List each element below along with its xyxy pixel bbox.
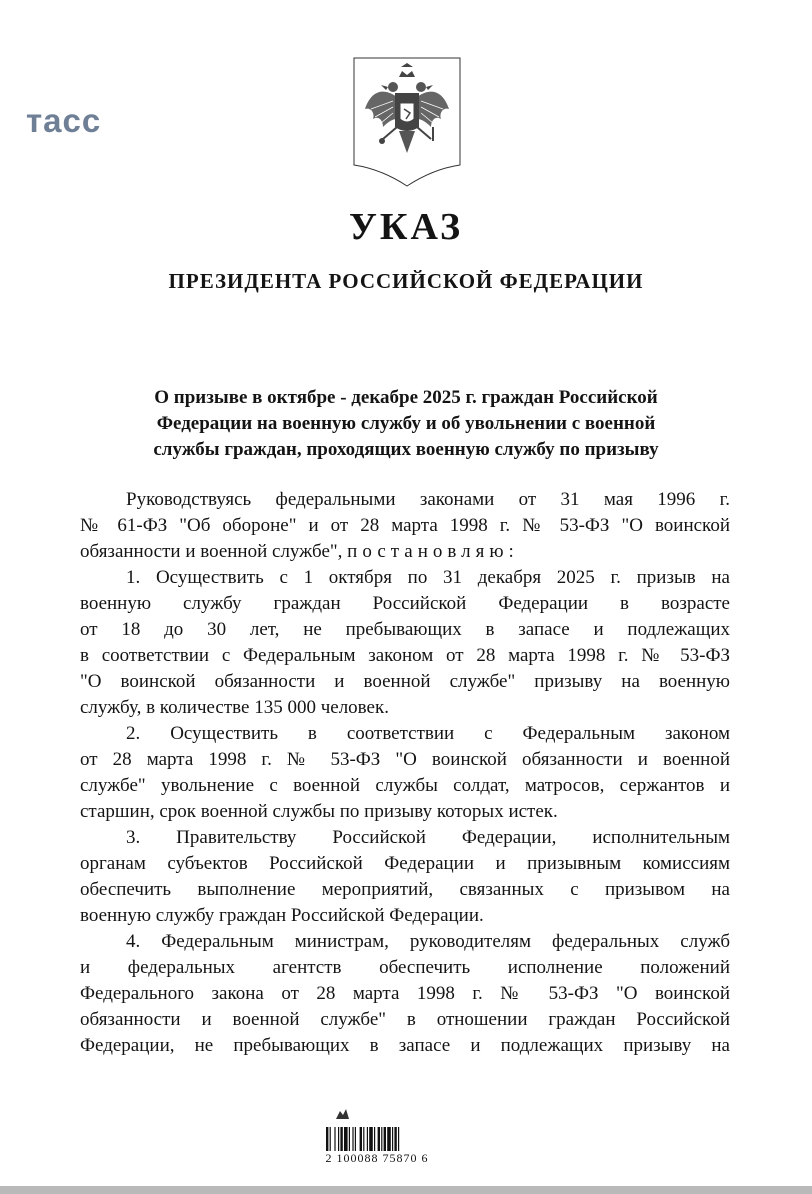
paragraph-line: и федеральных агентств обеспечить исполнение положений [80, 957, 730, 978]
decree-heading [100, 385, 712, 463]
barcode-number: 2 100088 75870 6 [318, 1151, 436, 1165]
coat-of-arms-icon [353, 57, 461, 187]
heading-line: О призыве в октябре - декабре 2025 г. граждан Российской [154, 387, 658, 408]
paragraph-line: в соответствии с Федеральным законом от 28 марта 1998 г. № 53-ФЗ [80, 645, 730, 666]
paragraph-line: 1. Осуществить с 1 октября по 31 декабря 2025 г. призыв на [126, 567, 730, 588]
preamble-line: № 61-ФЗ "Об обороне" и от 28 марта 1998 г. № 53-ФЗ "О воинской [80, 515, 730, 536]
preamble-line [80, 539, 730, 565]
paragraph-line: 3. Правительству Российской Федерации, исполнительным [126, 827, 730, 848]
decree-body [80, 487, 730, 1059]
page-bottom-edge [0, 1186, 812, 1194]
paragraph-line: от 18 до 30 лет, не пребывающих в запасе и подлежащих [80, 619, 730, 640]
paragraph-line: органам субъектов Российской Федерации и призывным комиссиям [80, 853, 730, 874]
paragraph-line: обеспечить выполнение мероприятий, связанных с призывом на [80, 879, 730, 900]
paragraph-line: "О воинской обязанности и военной службе" призыву на военную [80, 671, 730, 692]
decree-subtitle: ПРЕЗИДЕНТА РОССИЙСКОЙ ФЕДЕРАЦИИ [168, 269, 644, 293]
preamble-text: обязанности и военной службе", [80, 541, 343, 562]
preamble-line: Руководствуясь федеральными законами от 31 мая 1996 г. [126, 489, 730, 510]
paragraph-line: старшин, срок военной службы по призыву которых истек. [80, 801, 558, 822]
paragraph-line: Федерации, не пребывающих в запасе и подлежащих призыву на [80, 1035, 730, 1056]
paragraph-line: 4. Федеральным министрам, руководителям федеральных служб [126, 931, 730, 952]
barcode-icon [318, 1105, 436, 1177]
paragraph-line: обязанности и военной службе" в отношении граждан Российской [80, 1009, 730, 1030]
decree-title: УКАЗ [349, 206, 463, 248]
paragraph-line: Федерального закона от 28 марта 1998 г. № 53-ФЗ "О воинской [80, 983, 730, 1004]
paragraph-line: 2. Осуществить в соответствии с Федеральным законом [126, 723, 730, 744]
heading-line: Федерации на военную службу и об увольнении с военной [156, 413, 656, 434]
paragraph-line: от 28 марта 1998 г. № 53-ФЗ "О воинской обязанности и военной [80, 749, 730, 770]
paragraph-line: службу, в количестве 135 000 человек. [80, 697, 389, 718]
paragraph-line: военную службу граждан Российской Федерации в возрасте [80, 593, 730, 614]
paragraph-line: военную службу граждан Российской Федерации. [80, 905, 484, 926]
paragraph-line: службе" увольнение с военной службы солдат, матросов, сержантов и [80, 775, 730, 796]
tass-watermark: тасс [26, 102, 102, 139]
resolution-word: постановляю: [347, 541, 519, 562]
heading-line: службы граждан, проходящих военную службу по призыву [153, 439, 659, 460]
